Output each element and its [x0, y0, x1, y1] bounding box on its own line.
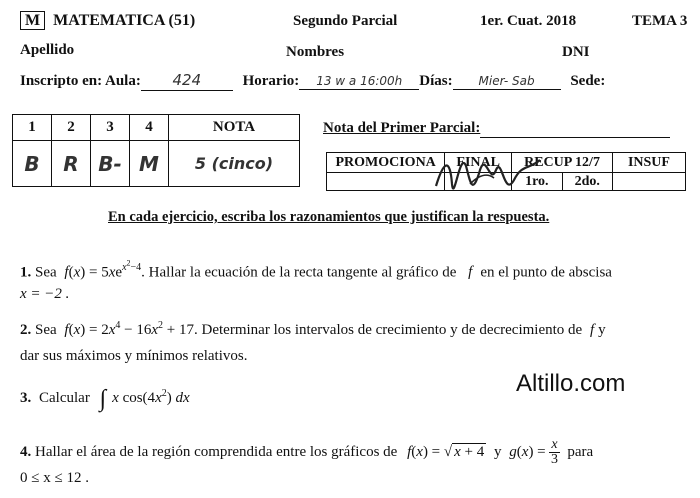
exam-tema: TEMA 3 — [632, 13, 688, 29]
q1-text-a: Sea — [35, 264, 57, 281]
grade-value-2: R — [52, 141, 91, 187]
nombres-label: Nombres — [286, 44, 345, 60]
grade-value-1: B — [13, 141, 52, 187]
question-3: 3. Calcular ∫ x $\cos(4x^2)$ dx — [20, 385, 190, 412]
horario-value: 13 w a 16:00h — [316, 74, 403, 88]
recup-1ro: 1ro. — [512, 173, 562, 191]
grades-header-cell: 1 — [13, 115, 52, 141]
grades-value-row — [13, 141, 300, 187]
q4-text-c: para — [567, 443, 594, 460]
question-2: 2. Sea $f(x) = 2x^4 - 16x^2 + 17$. Determinar los intervalos de crecimiento y de decrecimiento de f y — [20, 320, 606, 338]
exam-header — [20, 12, 195, 30]
q2-text-c: y — [598, 322, 606, 338]
horario-label: Horario: — [242, 73, 300, 89]
q4-g-formula: g — [509, 443, 517, 460]
status-header: RECUP 12/7 — [512, 153, 613, 173]
exam-name: Segundo Parcial — [293, 13, 398, 29]
grades-header-cell: NOTA — [169, 115, 300, 141]
status-header: PROMOCIONA — [327, 153, 445, 173]
tema-box: M — [20, 11, 45, 30]
q4-number: 4. — [20, 443, 32, 460]
grades-header-row — [13, 115, 300, 141]
question-4: 4. Hallar el área de la región comprendida entre los gráficos de f(x) = √ x + 4 y g(x) = $\frac{x}{3}$ para — [20, 437, 594, 467]
status-header: FINAL — [445, 153, 512, 173]
grade-value-4: M — [130, 141, 169, 187]
q4-text-b: y — [494, 443, 502, 460]
integral-sign-icon: ∫ — [99, 385, 107, 412]
question-1: 1. Sea $f(x) = 5xe^{x^2-4}$. Hallar la ecuación de la recta tangente al gráfico de f en el punto de abscisa — [20, 259, 612, 281]
q3-text-a: Calcular — [39, 390, 90, 406]
q2-number: 2. — [20, 322, 32, 338]
grades-header-cell: 3 — [91, 115, 130, 141]
dias-label: Días: — [419, 73, 453, 89]
recup-2do: 2do. — [562, 173, 612, 191]
course-title: MATEMATICA (51) — [53, 12, 196, 29]
grades-header-cell: 2 — [52, 115, 91, 141]
inscripto-label: Inscripto en: Aula: — [20, 73, 141, 89]
q1-formula: f — [64, 264, 69, 281]
q3-number: 3. — [20, 390, 32, 406]
first-partial-line — [323, 120, 670, 138]
status-header: INSUF — [612, 153, 685, 173]
q1-number: 1. — [20, 264, 32, 281]
first-partial-label: Nota del Primer Parcial: — [323, 120, 481, 136]
q2-formula: f — [64, 322, 69, 338]
q2-text-b: . Determinar los intervalos de crecimiento y de decrecimiento de — [194, 322, 583, 338]
q1-text-b: . Hallar la ecuación de la recta tangente al gráfico de — [141, 264, 457, 281]
grades-header-cell: 4 — [130, 115, 169, 141]
apellido-label: Apellido — [20, 42, 75, 58]
q2-text-a: Sea — [35, 322, 57, 338]
q1-text-d: x = −2 . — [20, 286, 70, 302]
q4-text-a: Hallar el área de la región comprendida entre los gráficos de — [35, 443, 398, 460]
q4-text-d: 0 ≤ x ≤ 12 . — [20, 470, 89, 486]
signature-scribble — [430, 140, 550, 212]
grade-nota: 5 (cinco) — [169, 141, 300, 187]
q1-text-c: en el punto de abscisa — [480, 264, 612, 281]
watermark-altillo: Altillo.com — [516, 370, 626, 397]
dni-label: DNI — [562, 44, 590, 60]
sede-label: Sede: — [570, 73, 606, 89]
q4-f-formula: f — [407, 443, 412, 460]
instruction: En cada ejercicio, escriba los razonamientos que justifican la respuesta. — [108, 209, 550, 225]
q2-text-d: dar sus máximos y mínimos relativos. — [20, 348, 248, 364]
enrollment-line — [20, 71, 605, 91]
aula-value: 424 — [172, 71, 202, 89]
q3-integrand: x — [112, 390, 119, 406]
grade-value-3: B- — [91, 141, 130, 187]
grades-table — [12, 114, 300, 187]
exam-term: 1er. Cuat. 2018 — [480, 13, 577, 29]
dias-value: Mier- Sab — [478, 74, 535, 88]
